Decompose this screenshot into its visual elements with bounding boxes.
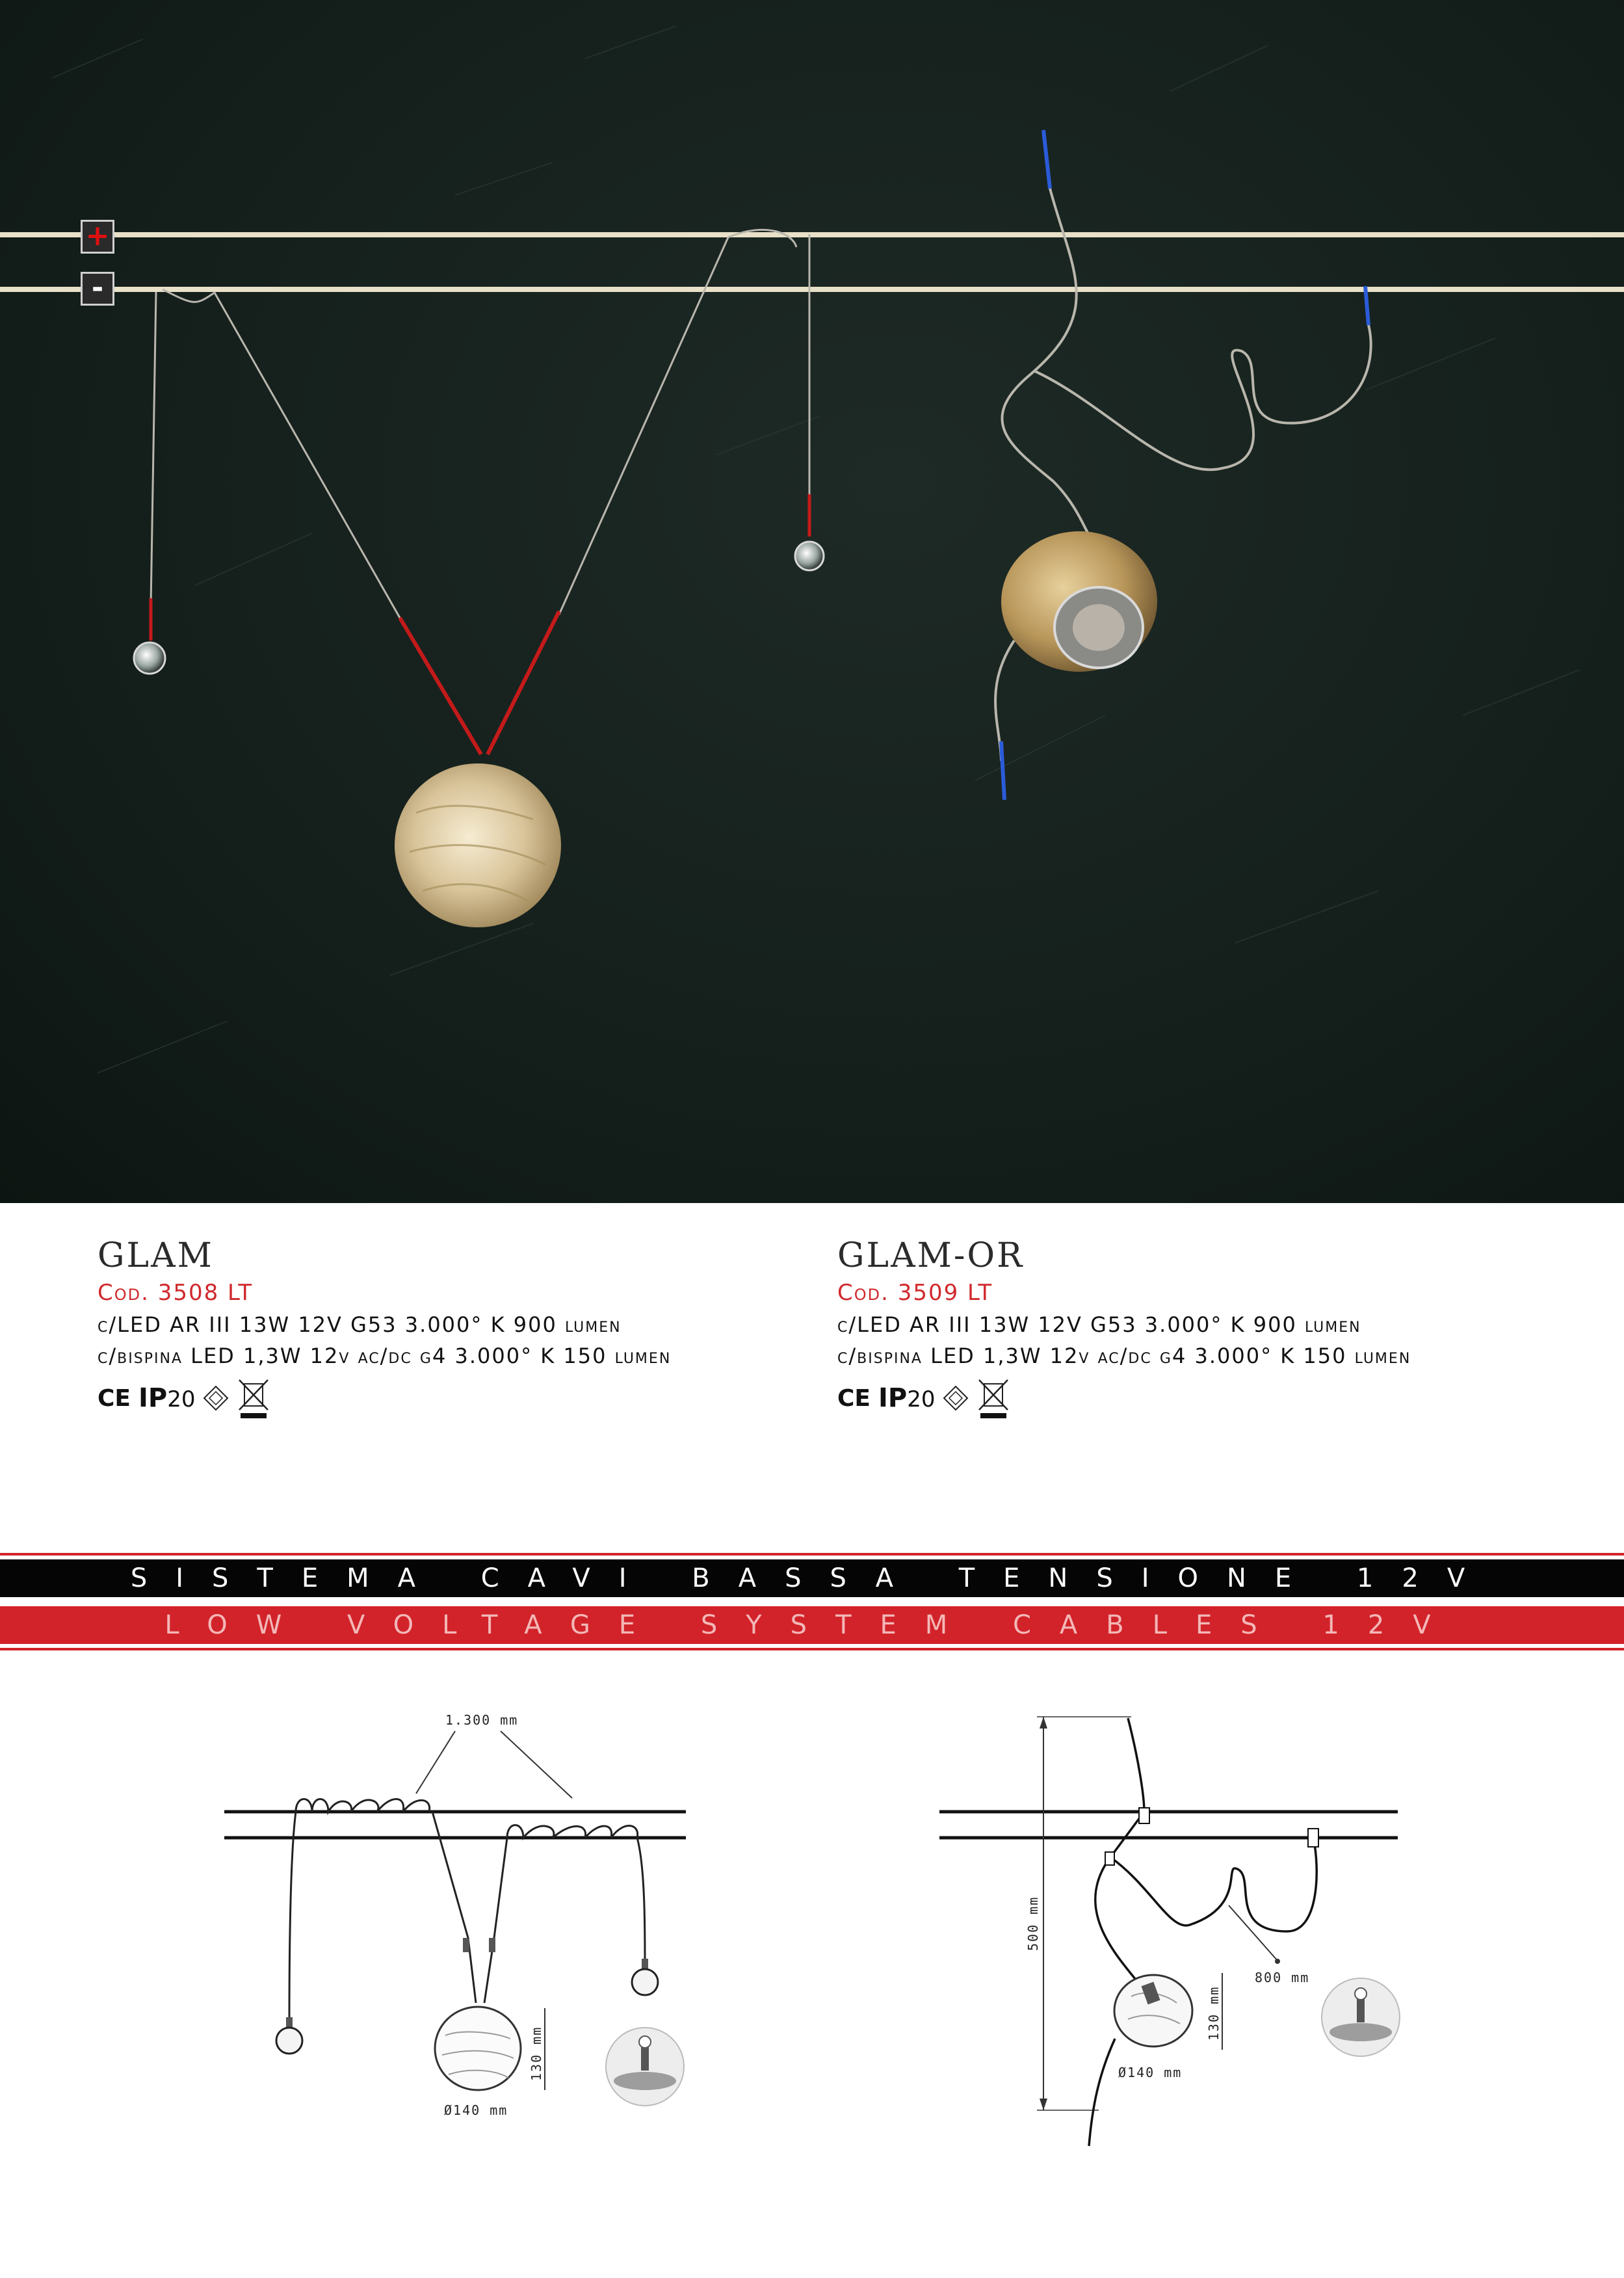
product-spec-bispina: c/bispina LED 1,3W 12v ac/dc g4 3.000° K 150 lumen (837, 1344, 1411, 1368)
diameter-label: Ø140 mm (1118, 2065, 1183, 2080)
banner-italian: SISTEMA CAVI BASSA TENSIONE 12V (0, 1559, 1624, 1597)
glam-or-spotlight (1001, 531, 1157, 672)
ce-mark: CE (837, 1384, 871, 1412)
diameter-label: Ø140 mm (444, 2102, 508, 2118)
ip-rating: IP20 (138, 1383, 196, 1413)
diagram-glam-or (939, 1717, 1400, 2146)
cable-length-label: 1.300 mm (445, 1712, 519, 1728)
bulb-detail-icon (1322, 1978, 1400, 2056)
plus-polarity-icon: + (81, 220, 114, 254)
product-glam (98, 1236, 845, 1419)
product-name: GLAM (98, 1236, 214, 1275)
ip-rating: IP20 (878, 1383, 936, 1413)
product-spec-led: c/LED AR III 13W 12V G53 3.000° K 900 lumen (837, 1312, 1361, 1337)
certification-diamond-icon (943, 1385, 969, 1411)
minus-polarity-icon: - (81, 272, 114, 306)
banner-bottom-stripe (0, 1648, 1624, 1650)
weee-bin-icon (976, 1377, 1010, 1419)
diagram-small-pendant-right (632, 1969, 658, 1995)
technical-diagrams (0, 1652, 1624, 2185)
product-glam-or (837, 1236, 1585, 1419)
diagram-small-pendant-left (276, 2028, 302, 2054)
height-label: 130 mm (529, 2026, 544, 2081)
product-spec-bispina: c/bispina LED 1,3W 12v ac/dc g4 3.000° K 150 lumen (98, 1344, 672, 1368)
drop-length-label: 500 mm (1025, 1896, 1041, 1951)
banner-top-stripe (0, 1553, 1624, 1556)
weee-bin-icon (237, 1377, 270, 1419)
ce-mark: CE (98, 1384, 131, 1412)
product-code: Cod. 3509 LT (837, 1280, 993, 1306)
banner-english: LOW VOLTAGE SYSTEM CABLES 12V (0, 1606, 1624, 1644)
small-glass-pendant-right (795, 542, 824, 570)
product-code: Cod. 3508 LT (98, 1280, 254, 1306)
diagram-glam (224, 1712, 686, 2118)
certifications (98, 1377, 845, 1419)
track-cables (0, 232, 1624, 292)
small-glass-pendant-left (134, 642, 165, 674)
bulb-detail-icon (606, 2028, 684, 2106)
product-name: GLAM-OR (837, 1236, 1025, 1275)
cable-length-label: 800 mm (1255, 1970, 1310, 1985)
certifications (837, 1377, 1585, 1419)
product-spec-led: c/LED AR III 13W 12V G53 3.000° K 900 lumen (98, 1312, 622, 1337)
certification-diamond-icon (203, 1385, 229, 1411)
height-label: 130 mm (1206, 1985, 1222, 2041)
